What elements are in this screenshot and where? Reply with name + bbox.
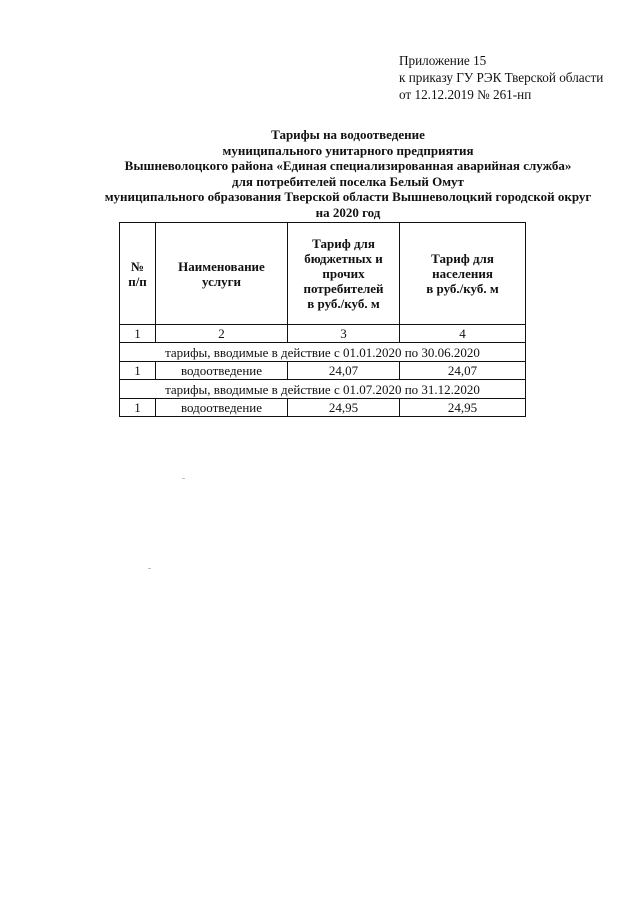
row-service: водоотведение bbox=[156, 399, 288, 417]
header-row bbox=[120, 223, 526, 325]
appendix-line-1: Приложение 15 bbox=[399, 53, 487, 68]
title-line-4: для потребителей поселка Белый Омут bbox=[232, 173, 464, 189]
appendix-line-2: к приказу ГУ РЭК Тверской области bbox=[399, 70, 604, 85]
scan-speck bbox=[182, 478, 185, 479]
tariff-table bbox=[119, 222, 526, 417]
column-number-row bbox=[120, 325, 526, 343]
row-tariff-budget: 24,95 bbox=[288, 399, 400, 417]
title-line-5: муниципального образования Тверской области Вышневолоцкий городской округ bbox=[104, 189, 592, 205]
period-row bbox=[120, 343, 526, 362]
header-tariff-budget: Тариф для бюджетных и прочих потребителей в руб./куб. м bbox=[288, 223, 400, 325]
period-label: тарифы, вводимые в действие с 01.01.2020 по 30.06.2020 bbox=[120, 343, 526, 362]
header-service: Наименование услуги bbox=[156, 223, 288, 325]
row-service: водоотведение bbox=[156, 362, 288, 380]
column-number: 3 bbox=[288, 325, 400, 343]
title-line-2: муниципального унитарного предприятия bbox=[222, 142, 474, 158]
row-tariff-population: 24,95 bbox=[400, 399, 526, 417]
title-line-1: Тарифы на водоотведение bbox=[271, 127, 425, 142]
scan-speck bbox=[148, 568, 151, 569]
row-num: 1 bbox=[120, 399, 156, 417]
row-num: 1 bbox=[120, 362, 156, 380]
title-line-6: на 2020 год bbox=[315, 204, 381, 220]
header-tariff-population: Тариф для населения в руб./куб. м bbox=[400, 223, 526, 325]
appendix-line-3: от 12.12.2019 № 261-нп bbox=[399, 87, 532, 102]
column-number: 1 bbox=[120, 325, 156, 343]
period-label: тарифы, вводимые в действие с 01.07.2020 по 31.12.2020 bbox=[120, 380, 526, 399]
header-num: № п/п bbox=[120, 223, 156, 325]
title-line-3: Вышневолоцкого района «Единая специализированная аварийная служба» bbox=[124, 158, 572, 174]
period-row bbox=[120, 380, 526, 399]
appendix-block bbox=[399, 52, 603, 103]
table-row bbox=[120, 399, 526, 417]
row-tariff-population: 24,07 bbox=[400, 362, 526, 380]
column-number: 2 bbox=[156, 325, 288, 343]
table-row bbox=[120, 362, 526, 380]
column-number: 4 bbox=[400, 325, 526, 343]
row-tariff-budget: 24,07 bbox=[288, 362, 400, 380]
document-title bbox=[40, 127, 639, 221]
